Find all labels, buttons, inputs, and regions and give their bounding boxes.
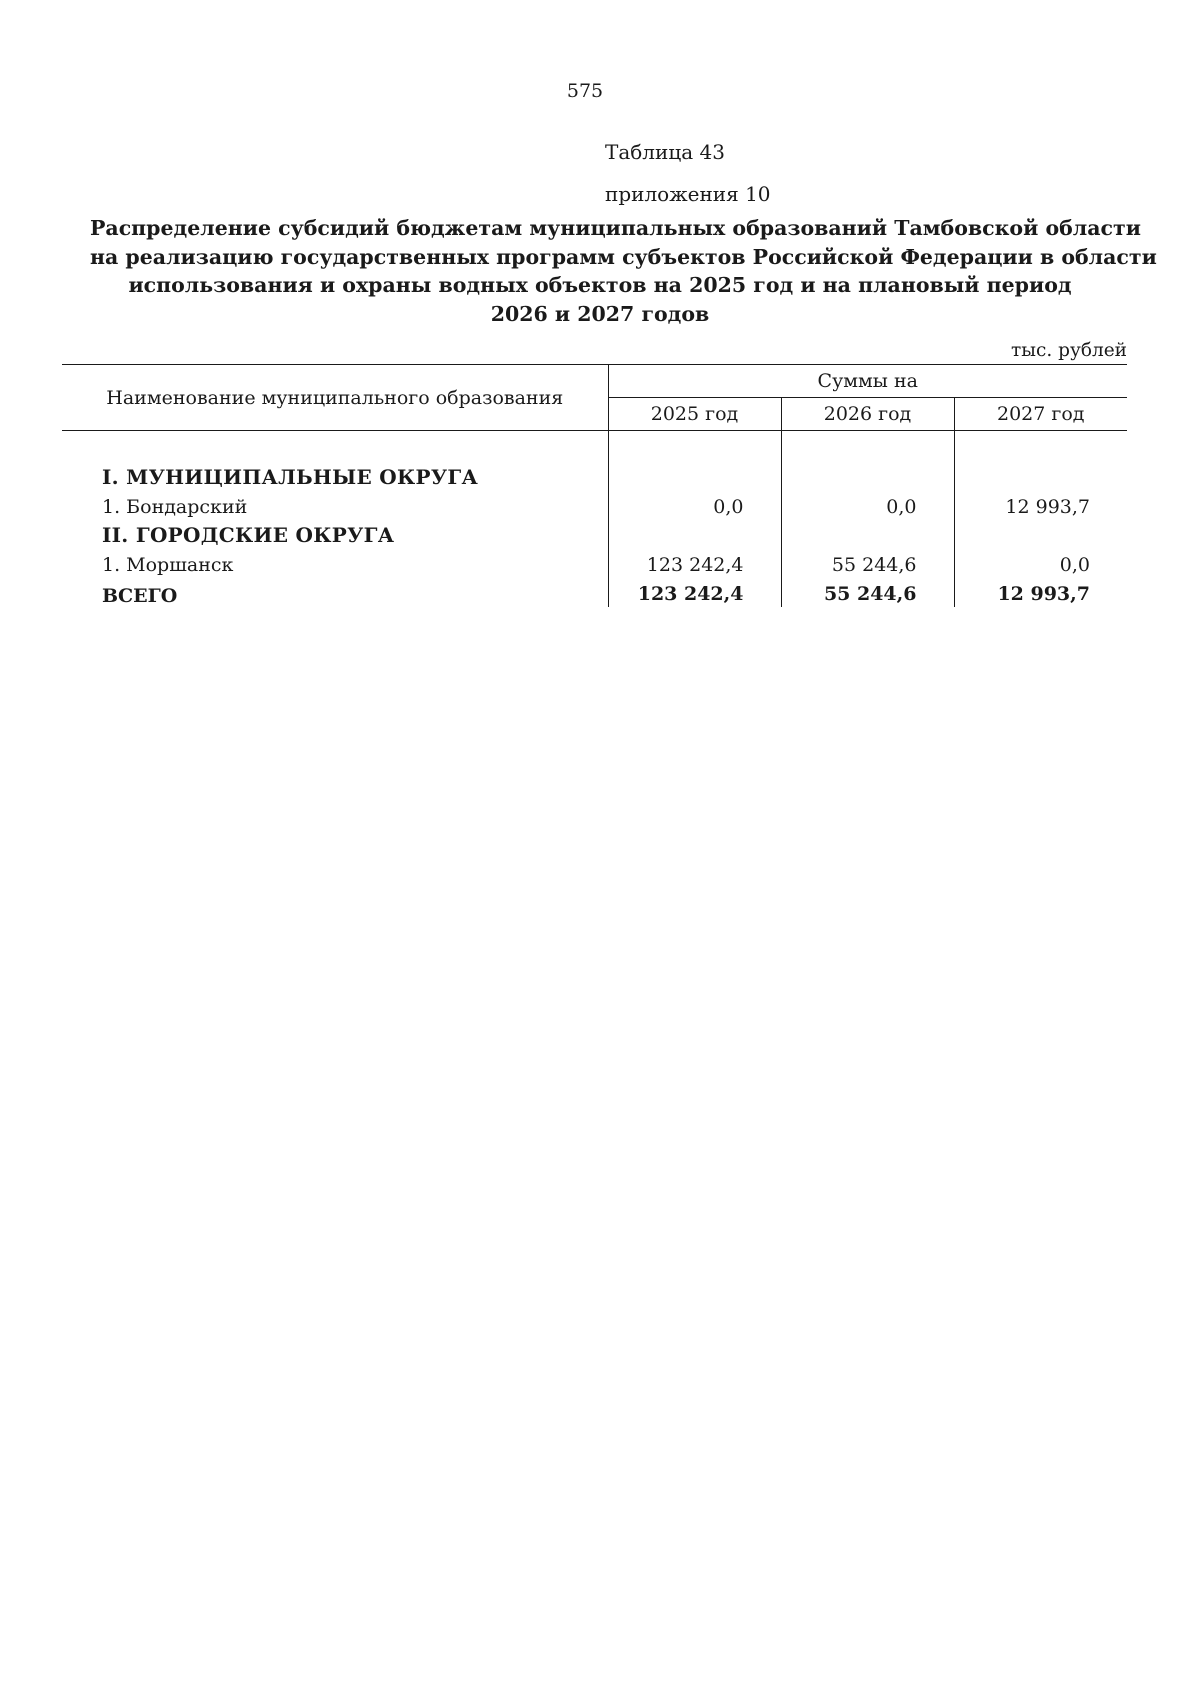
value-2025: 123 242,4 [608, 547, 781, 576]
units-label: тыс. рублей [1011, 340, 1127, 361]
row-name: ВСЕГО [102, 585, 178, 607]
value-2026 [781, 518, 954, 547]
value-2025 [608, 518, 781, 547]
table-row-total [62, 576, 1127, 607]
table-row [62, 489, 1127, 518]
row-name: 1. Бондарский [102, 496, 248, 518]
row-name: I. МУНИЦИПАЛЬНЫЕ ОКРУГА [102, 465, 479, 489]
title-line: на реализацию государственных программ субъектов Российской Федерации в области [90, 244, 1157, 269]
sums-header: Суммы на [608, 365, 1127, 398]
title-line: использования и охраны водных объектов на 2025 год и на плановый период [128, 273, 1072, 297]
value-2025 [608, 460, 781, 489]
year-header-2025: 2025 год [608, 398, 781, 431]
value-2027 [954, 518, 1127, 547]
value-2025: 0,0 [608, 489, 781, 518]
page-number: 575 [566, 80, 604, 102]
table-row [62, 460, 1127, 489]
title-line: Распределение субсидий бюджетам муниципальных образований Тамбовской области [90, 216, 1141, 240]
title-line: 2026 и 2027 годов [490, 301, 710, 326]
row-name: 1. Моршанск [102, 554, 234, 576]
year-header-2026: 2026 год [781, 398, 954, 431]
value-2027: 0,0 [954, 547, 1127, 576]
value-2027: 12 993,7 [954, 576, 1127, 607]
value-2027 [954, 460, 1127, 489]
value-2026: 0,0 [781, 489, 954, 518]
row-name: II. ГОРОДСКИЕ ОКРУГА [102, 523, 395, 547]
subsidy-table [62, 364, 1127, 607]
value-2027: 12 993,7 [954, 489, 1127, 518]
document-title [90, 214, 1157, 328]
value-2026: 55 244,6 [781, 576, 954, 607]
table-row [62, 518, 1127, 547]
name-column-header: Наименование муниципального образования [62, 365, 608, 431]
appendix-label: приложения 10 [605, 182, 771, 206]
value-2025: 123 242,4 [608, 576, 781, 607]
year-header-2027: 2027 год [954, 398, 1127, 431]
value-2026: 55 244,6 [781, 547, 954, 576]
value-2026 [781, 460, 954, 489]
table-label: Таблица 43 [605, 140, 725, 164]
table-row [62, 547, 1127, 576]
